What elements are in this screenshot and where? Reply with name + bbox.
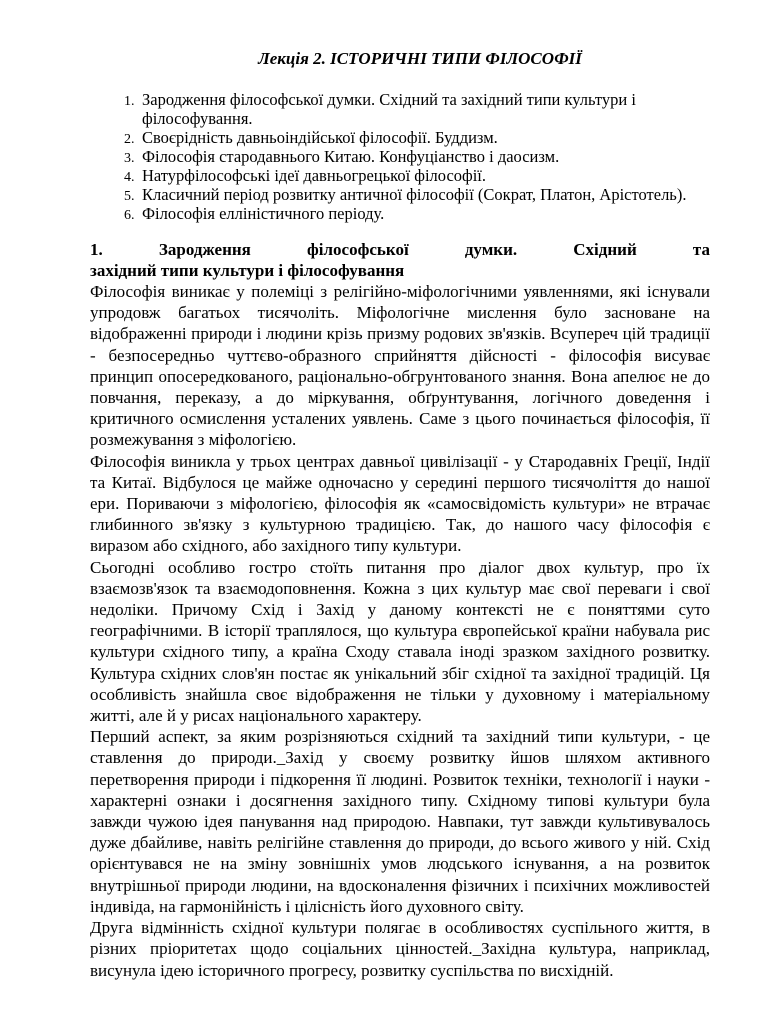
outline-item: 3. Філософія стародавнього Китаю. Конфуціанство і даосизм.	[138, 147, 710, 166]
outline-item: 2. Своєрідність давньоіндійської філософії. Буддизм.	[138, 128, 710, 147]
heading-word: та	[692, 240, 710, 259]
outline-item: 6. Філософія елліністичного періоду.	[138, 204, 710, 223]
body-paragraph: Друга відмінність східної культури полягає в особливостях суспільного життя, в різних пріоритетах щодо соціальних цінностей._Західна культура, наприклад, висунула ідею історичного прогресу, розвитку суспільства по висхідній.	[90, 918, 710, 980]
section-heading	[90, 239, 710, 281]
lecture-outline	[90, 90, 710, 223]
section-heading-line-2: західний типи культури і філософування	[90, 261, 405, 280]
heading-word: Зародження	[158, 240, 251, 259]
body-paragraph: Перший аспект, за яким розрізняються східний та західний типи культури, - це ставлення до природи._Захід у своєму розвитку йшов шляхом активного перетворення природи і підкорення її людині. Розвиток техніки, технології і науки - характерні ознаки і досягнення західного типу. Східному типові культури була завжди чужою ідея панування над природою. Навпаки, тут завжди культивувалось дуже дбайливе, навіть релігійне ставлення до природи, до всього живого у ній. Схід орієнтувався не на зміну зовнішніх умов людського існування, а на розвиток внутрішньої природи людини, на вдосконалення фізичних і психічних можливостей індивіда, на гармонійність і цілісність його духовного світу.	[90, 727, 710, 916]
outline-item: 1. Зародження філософської думки. Східний та західний типи культури і філософування.	[138, 90, 710, 128]
heading-word: думки.	[464, 240, 518, 259]
outline-item: 4. Натурфілософські ідеї давньогрецької філософії.	[138, 166, 710, 185]
heading-word: філософської	[307, 240, 409, 259]
outline-item: 5. Класичний період розвитку античної філософії (Сократ, Платон, Арістотель).	[138, 185, 710, 204]
section-heading-line-1	[90, 239, 710, 260]
lecture-title: Лекція 2. ІСТОРИЧНІ ТИПИ ФІЛОСОФІЇ	[258, 49, 582, 68]
body-paragraph: Філософія виникла у трьох центрах давньої цивілізації - у Стародавніх Греції, Індії та Китаї. Відбулося це майже одночасно у середині першого тисячоліття до нашої ери. Пориваючи з міфологією, філософія як «самосвідомість культури» не втрачає глибинного зв'язку з культурною традицією. Так, до нашого часу філософія є виразом або східного, або західного типу культури.	[90, 451, 710, 556]
body-paragraph: Сьогодні особливо гостро стоїть питання про діалог двох культур, про їх взаємозв'язок та взаємодоповнення. Кожна з цих культур має свої переваги і свої недоліки. Причому Схід і Захід у даному контексті не є поняттями суто географічними. В історії траплялося, що культура європейської країни набувала рис культури східного типу, а країна Сходу ставала іноді зразком західного розвитку. Культура східних слов'ян постає як унікальний збіг східної та західної традицій. Ця особливість знайшла своє відображення не тільки у духовному і матеріальному житті, але й у рисах національного характеру.	[90, 557, 710, 726]
heading-word: 1.	[90, 240, 103, 259]
heading-word: Східний	[573, 240, 637, 259]
body-paragraph: Філософія виникає у полеміці з релігійно-міфологічними уявленнями, які існували упродовж багатьох тисячоліть. Міфологічне мислення було засноване на відображенні природи і людини крізь призму родових зв'язків. Всупереч цій традиції - безпосередньо чуттєво-образного сприйняття дійсності - філософія висуває принцип опосередкованого, раціонально-обгрунтованого знання. Вона апелює не до повчання, переказу, а до міркування, обґрунтування, логічного доведення і критичного осмислення усталених уявлень. Саме з цього починається філософія, її розмежування з міфологією.	[90, 282, 710, 450]
